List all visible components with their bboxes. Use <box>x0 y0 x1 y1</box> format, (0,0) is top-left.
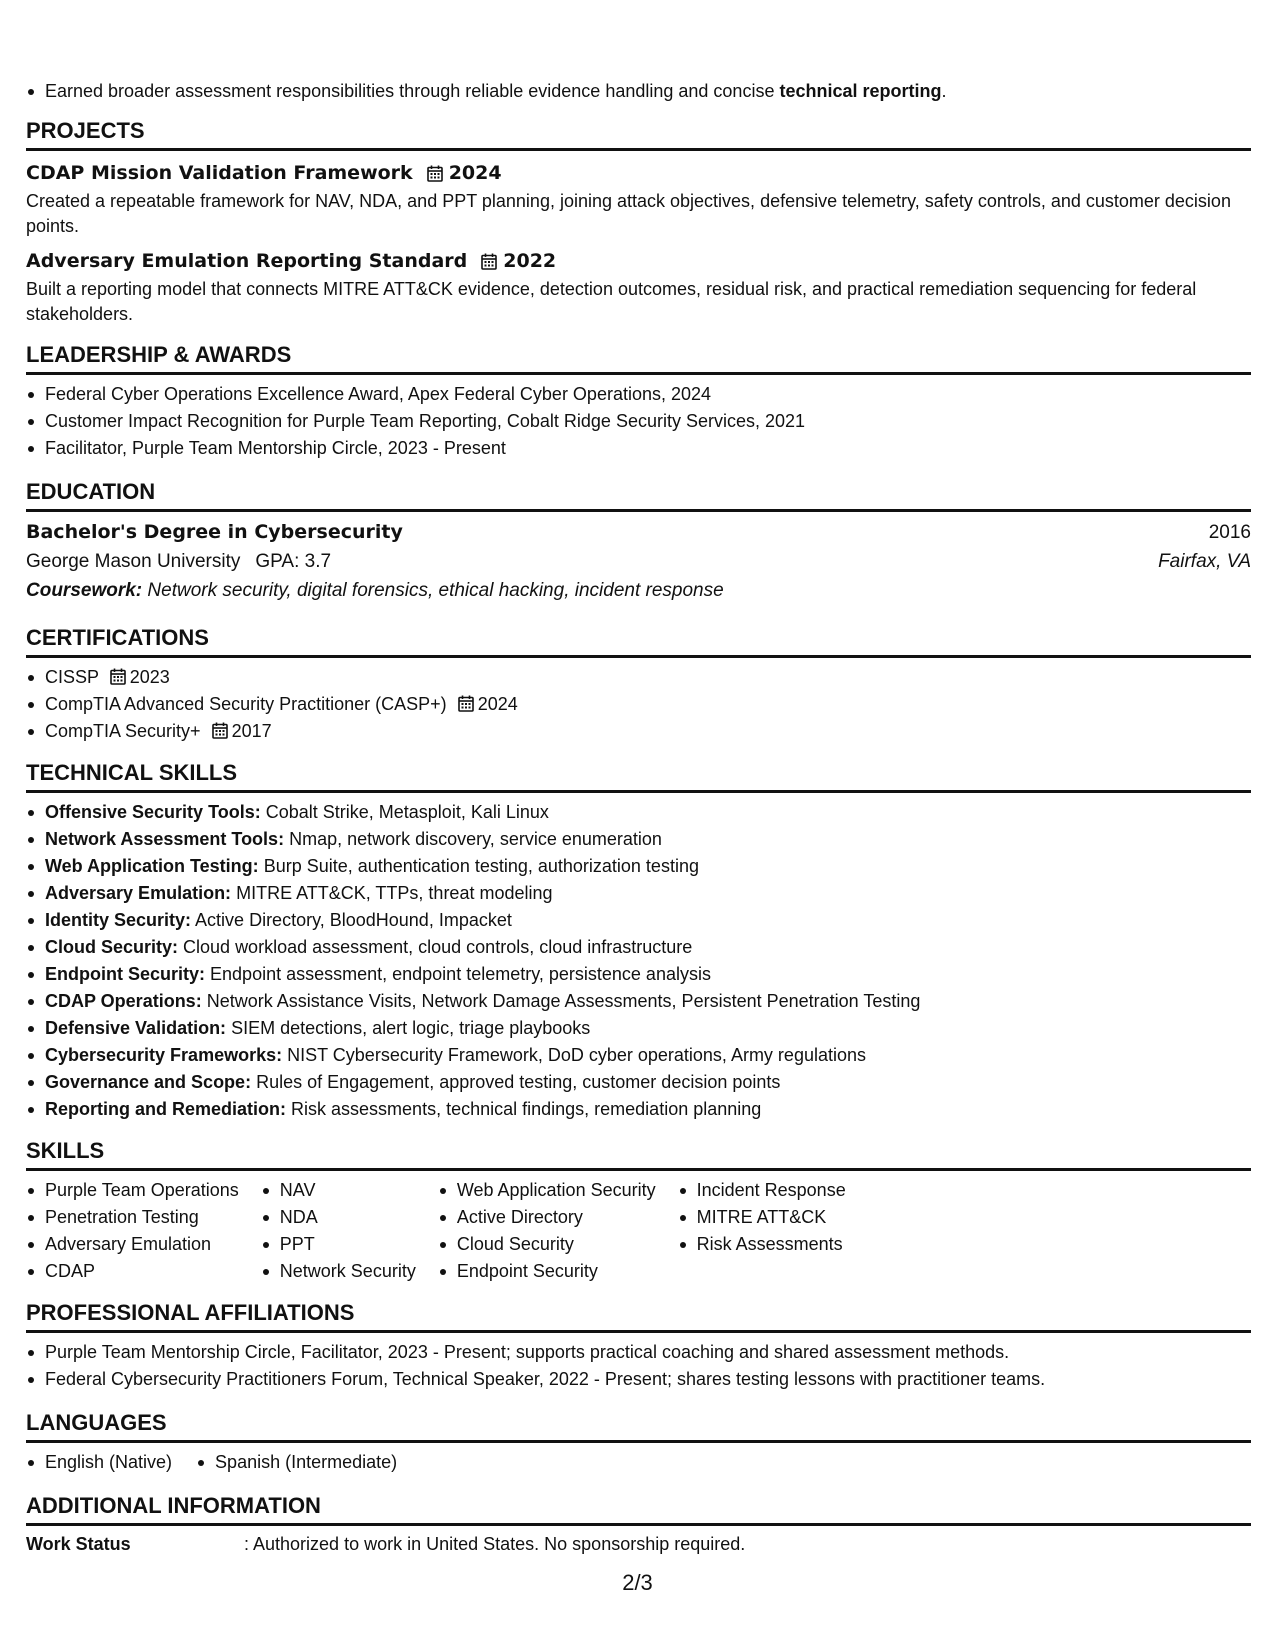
skill-label: Identity Security: <box>45 910 192 930</box>
skill-label: Defensive Validation: <box>45 1018 227 1038</box>
skills-section <box>26 1137 1251 1285</box>
calendar-icon <box>458 695 474 712</box>
education-school-row <box>26 548 1251 576</box>
project-title: CDAP Mission Validation Framework <box>26 162 413 184</box>
calendar-icon <box>110 668 126 685</box>
skills-column <box>438 1177 656 1285</box>
project-item <box>26 159 1251 239</box>
coursework-text: Network security, digital forensics, ethical hacking, incident response <box>147 580 724 601</box>
list-item <box>26 799 1251 826</box>
section-heading-education: EDUCATION <box>26 478 1251 512</box>
affiliations-list <box>26 1339 1251 1393</box>
cert-name: CompTIA Advanced Security Practitioner (CASP+) <box>45 694 447 714</box>
list-item <box>26 961 1251 988</box>
skill-value: Rules of Engagement, approved testing, customer decision points <box>256 1072 781 1092</box>
skill-label: Endpoint Security: <box>45 964 206 984</box>
list-item: Facilitator, Purple Team Mentorship Circle, 2023 - Present <box>26 435 1251 462</box>
cert-year: 2024 <box>477 694 518 714</box>
list-item: Risk Assessments <box>678 1231 846 1258</box>
cert-year: 2017 <box>231 721 272 741</box>
list-item <box>26 907 1251 934</box>
list-item: Web Application Security <box>438 1177 656 1204</box>
school-location: Fairfax, VA <box>1158 551 1251 572</box>
list-item <box>26 853 1251 880</box>
technical-skills-list <box>26 799 1251 1123</box>
section-heading-projects: PROJECTS <box>26 117 1251 151</box>
coursework-line <box>26 576 1251 606</box>
skill-label: Governance and Scope: <box>45 1072 252 1092</box>
list-item: Penetration Testing <box>26 1204 239 1231</box>
skills-column <box>26 1177 239 1285</box>
skill-label: Adversary Emulation: <box>45 883 232 903</box>
languages-list <box>26 1449 421 1476</box>
skill-value: Cloud workload assessment, cloud controls, cloud infrastructure <box>183 937 693 957</box>
skill-value: Risk assessments, technical findings, remediation planning <box>291 1099 762 1119</box>
project-title-row <box>26 247 1251 275</box>
coursework-label: Coursework: <box>26 580 143 601</box>
list-item <box>26 988 1251 1015</box>
section-heading-technical-skills: TECHNICAL SKILLS <box>26 759 1251 793</box>
section-heading-additional-info: ADDITIONAL INFORMATION <box>26 1492 1251 1526</box>
section-heading-skills: SKILLS <box>26 1137 1251 1171</box>
skills-column <box>261 1177 416 1285</box>
list-item: Endpoint Security <box>438 1258 656 1285</box>
degree-year: 2016 <box>1208 522 1251 543</box>
skills-columns <box>26 1177 1251 1285</box>
list-item: PPT <box>261 1231 416 1258</box>
section-heading-affiliations: PROFESSIONAL AFFILIATIONS <box>26 1299 1251 1333</box>
section-heading-languages: LANGUAGES <box>26 1409 1251 1443</box>
project-title: Adversary Emulation Reporting Standard <box>26 250 468 272</box>
list-item: Purple Team Mentorship Circle, Facilitator, 2023 - Present; supports practical coaching and shared assessment methods. <box>26 1339 1251 1366</box>
technical-skills-section <box>26 759 1251 1123</box>
list-item: Purple Team Operations <box>26 1177 239 1204</box>
certifications-section <box>26 624 1251 745</box>
skill-value: Active Directory, BloodHound, Impacket <box>195 910 512 930</box>
skill-label: Web Application Testing: <box>45 856 259 876</box>
certifications-list <box>26 664 1251 745</box>
affiliations-section <box>26 1299 1251 1393</box>
list-item: NAV <box>261 1177 416 1204</box>
list-item <box>26 1069 1251 1096</box>
list-item: Adversary Emulation <box>26 1231 239 1258</box>
list-item <box>26 718 1251 745</box>
cert-year: 2023 <box>129 667 170 687</box>
gpa: GPA: 3.7 <box>255 551 332 572</box>
skill-value: SIEM detections, alert logic, triage playbooks <box>231 1018 591 1038</box>
section-heading-leadership: LEADERSHIP & AWARDS <box>26 341 1251 375</box>
cert-name: CompTIA Security+ <box>45 721 201 741</box>
list-item <box>26 826 1251 853</box>
work-status-value: : Authorized to work in United States. No sponsorship required. <box>244 1534 746 1554</box>
list-item: Customer Impact Recognition for Purple Team Reporting, Cobalt Ridge Security Services, 2021 <box>26 408 1251 435</box>
cert-name: CISSP <box>45 667 99 687</box>
skill-label: Cybersecurity Frameworks: <box>45 1045 283 1065</box>
skill-label: Reporting and Remediation: <box>45 1099 287 1119</box>
list-item <box>26 78 1251 105</box>
list-item: Network Security <box>261 1258 416 1285</box>
list-item: CDAP <box>26 1258 239 1285</box>
skill-label: Network Assessment Tools: <box>45 829 285 849</box>
project-title-row <box>26 159 1251 187</box>
skill-value: Cobalt Strike, Metasploit, Kali Linux <box>265 802 549 822</box>
work-status-label: Work Status <box>26 1534 131 1554</box>
education-section <box>26 478 1251 606</box>
list-item: MITRE ATT&CK <box>678 1204 846 1231</box>
languages-row <box>26 1449 1251 1476</box>
list-item: English (Native) <box>26 1449 172 1476</box>
calendar-icon <box>427 165 443 182</box>
calendar-icon <box>481 253 497 270</box>
project-item <box>26 247 1251 327</box>
list-item: Cloud Security <box>438 1231 656 1258</box>
school-line <box>26 548 331 576</box>
skill-label: Offensive Security Tools: <box>45 802 261 822</box>
list-item: Federal Cybersecurity Practitioners Forum, Technical Speaker, 2022 - Present; shares testing lessons with practitioner teams. <box>26 1366 1251 1393</box>
skill-value: Nmap, network discovery, service enumeration <box>289 829 662 849</box>
experience-continued-list <box>26 78 1251 105</box>
list-item: Incident Response <box>678 1177 846 1204</box>
education-degree-row <box>26 517 1251 548</box>
degree-title: Bachelor's Degree in Cybersecurity <box>26 521 403 543</box>
skill-label: CDAP Operations: <box>45 991 202 1011</box>
skill-value: Endpoint assessment, endpoint telemetry, persistence analysis <box>210 964 711 984</box>
additional-info-section <box>26 1492 1251 1558</box>
list-item: Spanish (Intermediate) <box>196 1449 397 1476</box>
bullet-bold-text: technical reporting <box>779 81 942 101</box>
bullet-text: Earned broader assessment responsibilities through reliable evidence handling and concise <box>45 81 780 101</box>
skill-label: Cloud Security: <box>45 937 179 957</box>
leadership-list <box>26 381 1251 462</box>
leadership-section <box>26 341 1251 462</box>
list-item: NDA <box>261 1204 416 1231</box>
list-item <box>26 934 1251 961</box>
projects-section <box>26 117 1251 327</box>
list-item <box>26 691 1251 718</box>
list-item: Active Directory <box>438 1204 656 1231</box>
skill-value: NIST Cybersecurity Framework, DoD cyber operations, Army regulations <box>287 1045 866 1065</box>
skill-value: MITRE ATT&CK, TTPs, threat modeling <box>236 883 553 903</box>
project-year: 2024 <box>448 162 502 184</box>
section-heading-certifications: CERTIFICATIONS <box>26 624 1251 658</box>
skills-column <box>678 1177 846 1285</box>
project-description: Built a reporting model that connects MITRE ATT&CK evidence, detection outcomes, residual risk, and practical remediation sequencing for federal stakeholders. <box>26 279 1197 324</box>
list-item: Federal Cyber Operations Excellence Award, Apex Federal Cyber Operations, 2024 <box>26 381 1251 408</box>
list-item <box>26 1042 1251 1069</box>
work-status-row <box>26 1531 1251 1558</box>
list-item <box>26 664 1251 691</box>
list-item <box>26 1096 1251 1123</box>
list-item <box>26 1015 1251 1042</box>
resume-page <box>26 78 1251 1558</box>
page-number: 2/3 <box>622 1570 653 1595</box>
skill-value: Network Assistance Visits, Network Damage Assessments, Persistent Penetration Testing <box>206 991 921 1011</box>
project-description: Created a repeatable framework for NAV, NDA, and PPT planning, joining attack objectives, defensive telemetry, safety controls, and customer decision points. <box>26 191 1231 236</box>
bullet-text-end: . <box>941 81 947 101</box>
languages-section <box>26 1409 1251 1476</box>
school-name: George Mason University <box>26 551 241 572</box>
list-item <box>26 880 1251 907</box>
calendar-icon <box>212 722 228 739</box>
project-year: 2022 <box>503 250 557 272</box>
skill-value: Burp Suite, authentication testing, authorization testing <box>263 856 699 876</box>
